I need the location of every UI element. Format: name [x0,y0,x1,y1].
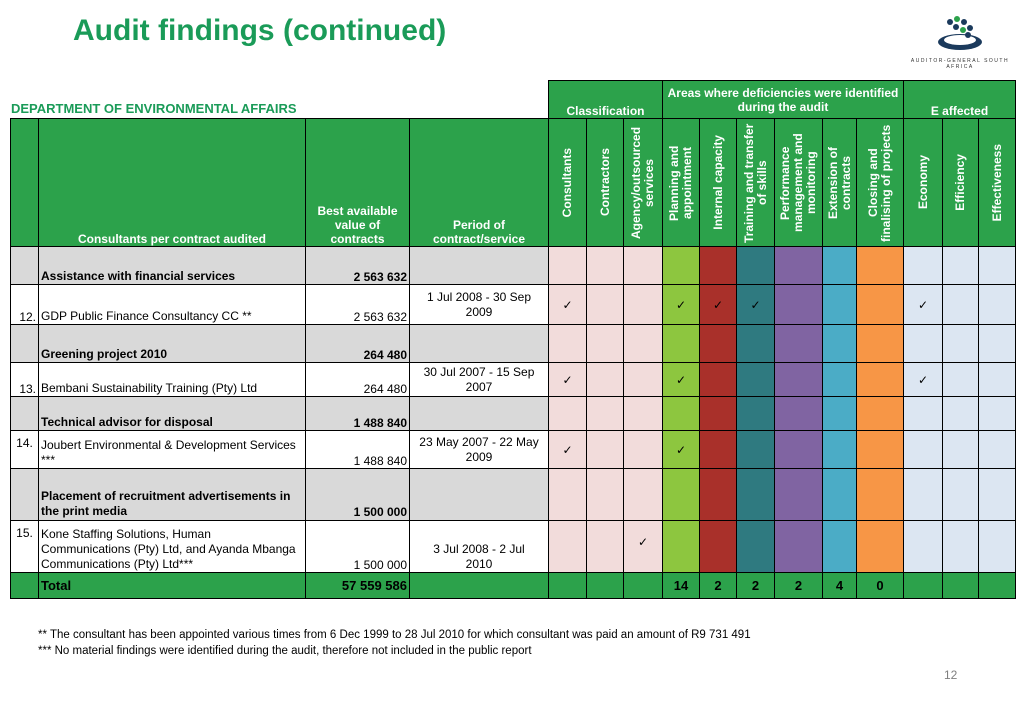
total-count [549,573,587,599]
contract-period: 30 Jul 2007 - 15 Sep 2007 [410,363,549,397]
check-mark [943,521,979,573]
total-count: 4 [823,573,857,599]
check-mark: ✓ [549,363,587,397]
project-name: Placement of recruitment advertisements in the print media [39,469,306,521]
footnotes [38,627,751,659]
header-consultants: Consultants per contract audited [39,119,306,247]
check-mark [904,431,943,469]
project-value: 1 488 840 [306,397,410,431]
column-header-row [11,119,1016,247]
project-name: Greening project 2010 [39,325,306,363]
footnote: ** The consultant has been appointed various times from 6 Dec 1999 to 28 Jul 2010 for which consultant was paid an amount of R9 731 491 [38,629,751,641]
check-mark [775,285,823,325]
page-title: Audit findings (continued) [73,14,447,47]
check-mark [587,431,624,469]
check-mark [979,431,1016,469]
header-classification: Classification [549,81,663,119]
check-mark [823,431,857,469]
page-number: 12 [944,668,958,682]
total-label: Total [39,573,306,599]
check-mark [700,521,737,573]
check-mark [700,431,737,469]
check-mark [587,521,624,573]
project-value: 2 563 632 [306,247,410,285]
findings-table [10,80,1016,599]
check-mark [775,363,823,397]
total-count: 2 [737,573,775,599]
check-mark [624,431,663,469]
check-mark [663,521,700,573]
check-mark: ✓ [663,431,700,469]
header-no [11,119,39,247]
row-number: 14. [11,431,39,469]
project-row [11,325,1016,363]
header-col: Internal capacity [710,135,725,230]
total-count: 2 [775,573,823,599]
check-mark [624,363,663,397]
consultant-value: 1 488 840 [306,431,410,469]
consultant-name: GDP Public Finance Consultancy CC ** [39,285,306,325]
check-mark [857,285,904,325]
project-value: 1 500 000 [306,469,410,521]
check-mark [904,521,943,573]
check-mark [943,431,979,469]
header-spacer [11,81,549,119]
check-mark [587,363,624,397]
department-title: DEPARTMENT OF ENVIRONMENTAL AFFAIRS [11,101,297,116]
check-mark [737,431,775,469]
check-mark: ✓ [663,285,700,325]
header-col: Effectiveness [989,143,1004,222]
header-col: Contractors [597,148,612,217]
project-row [11,469,1016,521]
auditor-general-logo [910,10,1010,72]
check-mark: ✓ [700,285,737,325]
check-mark [857,363,904,397]
header-col: Planning and appointment [667,144,694,221]
header-col: Extension of contracts [825,146,853,219]
header-value: Best available value of contracts [306,119,410,247]
check-mark [979,363,1016,397]
contract-period: 23 May 2007 - 22 May 2009 [410,431,549,469]
check-mark [943,363,979,397]
check-mark [737,521,775,573]
total-count [979,573,1016,599]
check-mark: ✓ [663,363,700,397]
logo-icon [910,10,1010,56]
header-col: Agency/outsourced services [629,126,656,239]
check-mark: ✓ [904,285,943,325]
check-mark [737,363,775,397]
row-number: 12. [11,285,39,325]
check-mark [549,521,587,573]
project-row [11,247,1016,285]
check-mark [857,431,904,469]
total-count [904,573,943,599]
total-count [943,573,979,599]
consultant-name: Joubert Environmental & Development Services *** [39,431,306,469]
header-col: Efficiency [953,154,967,211]
row-number: 15. [11,521,39,573]
check-mark [775,431,823,469]
consultant-row [11,521,1016,573]
header-period: Period of contract/service [410,119,549,247]
consultant-value: 2 563 632 [306,285,410,325]
header-col: Economy [915,155,930,210]
project-row [11,397,1016,431]
contract-period: 1 Jul 2008 - 30 Sep 2009 [410,285,549,325]
consultant-row [11,363,1016,397]
logo-text: AUDITOR-GENERAL SOUTH AFRICA [910,58,1010,70]
consultant-value: 264 480 [306,363,410,397]
consultant-row [11,285,1016,325]
check-mark [823,285,857,325]
project-name: Technical advisor for disposal [39,397,306,431]
total-row [11,573,1016,599]
project-name: Assistance with financial services [39,247,306,285]
check-mark [823,363,857,397]
check-mark [979,521,1016,573]
total-value: 57 559 586 [306,573,410,599]
header-col: Performance management and monitoring [778,133,818,232]
consultant-value: 1 500 000 [306,521,410,573]
consultant-name: Bembani Sustainability Training (Pty) Ltd [39,363,306,397]
check-mark [775,521,823,573]
check-mark [823,521,857,573]
row-number: 13. [11,363,39,397]
consultant-name: Kone Staffing Solutions, Human Communications (Pty) Ltd, and Ayanda Mbanga Communications (Pty) Ltd*** [39,521,306,573]
check-mark: ✓ [624,521,663,573]
total-count [624,573,663,599]
check-mark [587,285,624,325]
check-mark [624,285,663,325]
contract-period: 3 Jul 2008 - 2 Jul 2010 [410,521,549,573]
footnote: *** No material findings were identified during the audit, therefore not included in the public report [38,645,532,657]
check-mark: ✓ [549,285,587,325]
check-mark [700,363,737,397]
total-count: 0 [857,573,904,599]
check-mark: ✓ [737,285,775,325]
check-mark: ✓ [549,431,587,469]
check-mark: ✓ [904,363,943,397]
consultant-row [11,431,1016,469]
total-count: 2 [700,573,737,599]
total-count [587,573,624,599]
check-mark [943,285,979,325]
check-mark [979,285,1016,325]
header-col: Closing and finalising of projects [866,123,893,242]
total-count: 14 [663,573,700,599]
header-col: Training and transfer of skills [741,122,769,243]
header-areas: Areas where deficiencies were identified during the audit [663,81,904,119]
header-e-affected: E affected [904,81,1016,119]
project-value: 264 480 [306,325,410,363]
header-col: Consultants [560,147,574,218]
check-mark [857,521,904,573]
